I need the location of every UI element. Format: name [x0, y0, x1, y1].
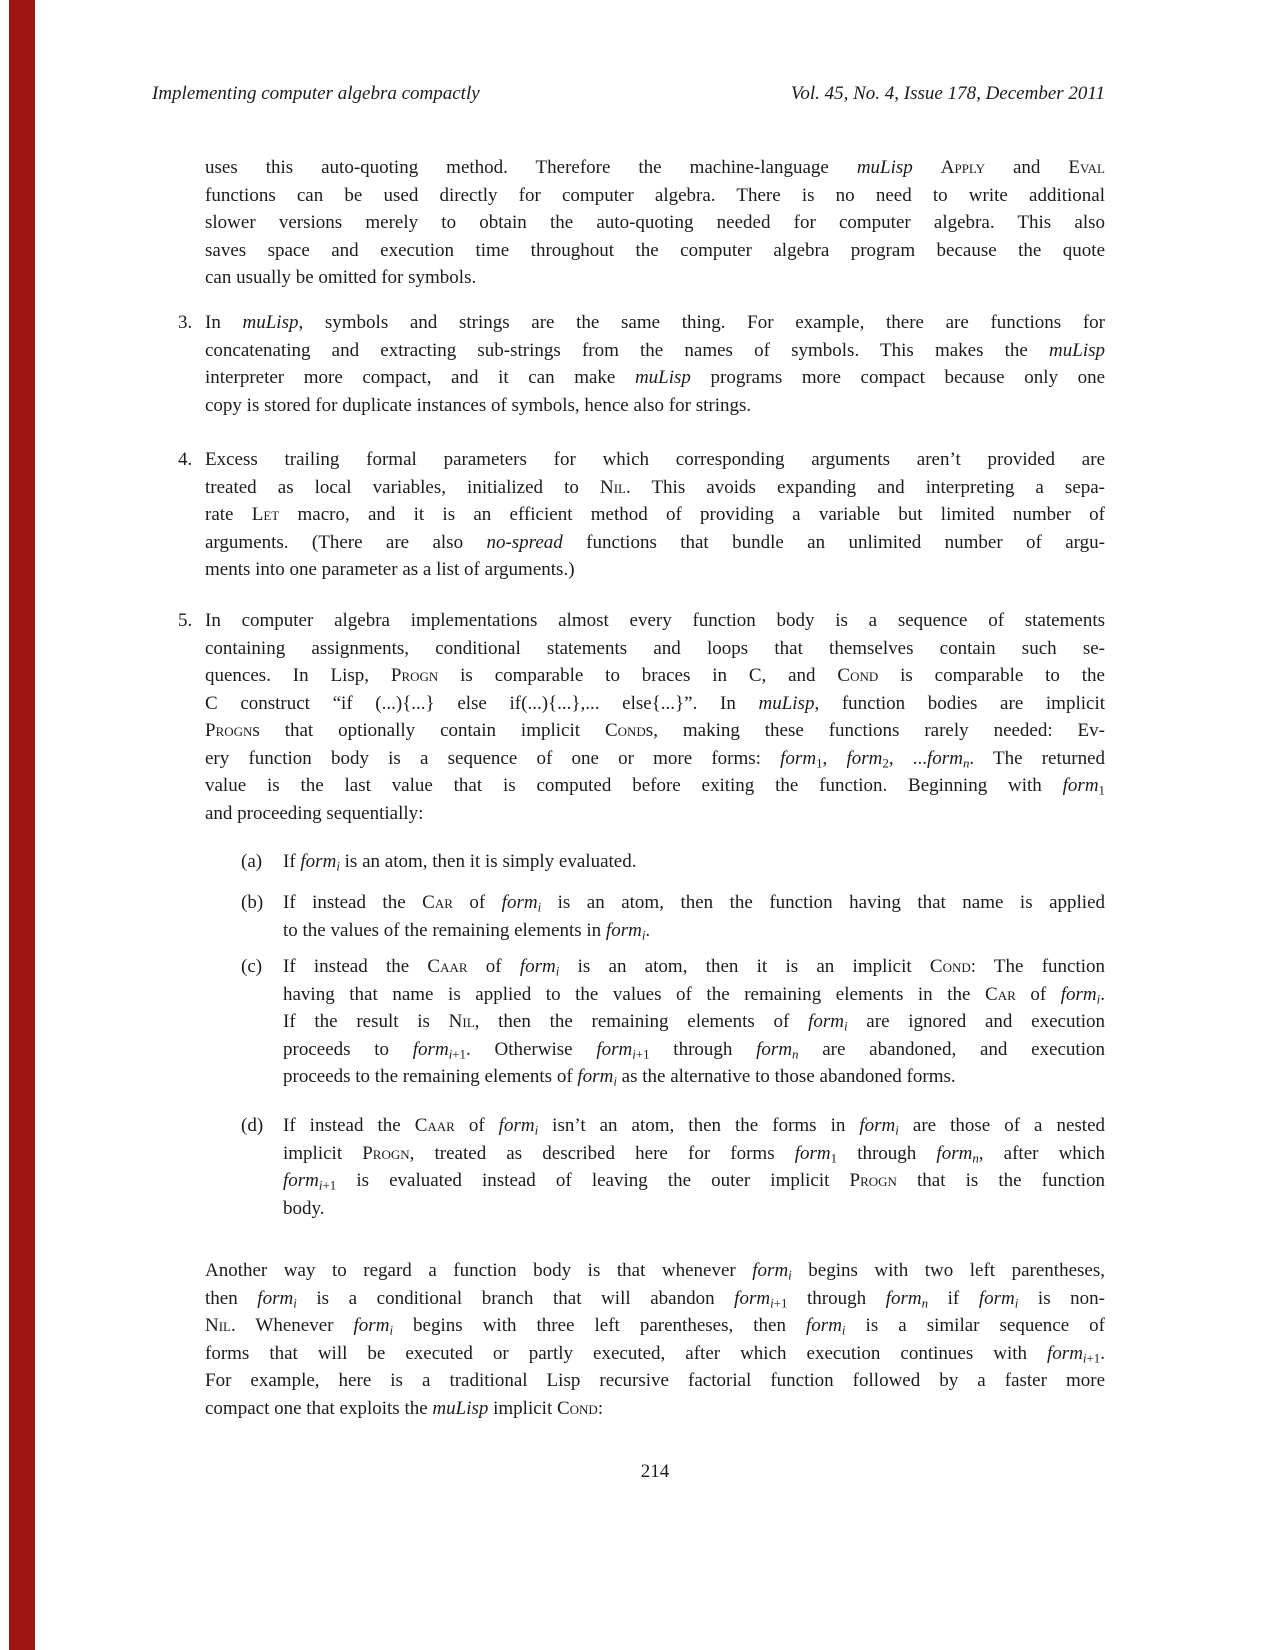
text-line: can usually be omitted for symbols. [205, 267, 477, 288]
text-line: Another way to regard a function body is that whenever form$_i$ begins with two left parentheses, [205, 1260, 1105, 1283]
text-line: In muLisp, symbols and strings are the same thing. For example, there are functions for [205, 312, 1106, 333]
text-line: Progns that optionally contain implicit Conds, making these functions rarely needed: Ev- [205, 720, 1105, 741]
text-line: body. [283, 1197, 325, 1219]
paragraph [205, 1257, 1105, 1422]
text-line: quences. In Lisp, Progn is comparable to braces in C, and Cond is comparable to the [205, 665, 1105, 686]
text-line: interpreter more compact, and it can make muLisp programs more compact because only one [205, 367, 1106, 388]
text-line: If form$_i$ is an atom, then it is simply evaluated. [283, 851, 637, 874]
text-line: If the result is Nil, then the remaining elements of form$_i$ are ignored and execution [283, 1011, 1105, 1034]
text-line: If instead the Caar of form$_i$ isn’t an atom, then the forms in form$_i$ are those of a nested [283, 1115, 1106, 1138]
text-line: ery function body is a sequence of one or more forms: form$_1$, form$_2$, ...form$_n$. The returned [205, 747, 1106, 771]
text-line: implicit Progn, treated as described here for forms form$_1$ through form$_n$, after which [283, 1142, 1106, 1166]
header-article-title: Implementing computer algebra compactly [152, 83, 480, 104]
text-line: copy is stored for duplicate instances of symbols, hence also for strings. [205, 394, 752, 416]
text-line: If instead the Car of form$_i$ is an atom, then the function having that name is applied [283, 892, 1106, 915]
text-line: C construct “if (...){...} else if(...){...},... else{...}”. In muLisp, function bodies are implicit [205, 692, 1105, 714]
text-line: value is the last value that is computed before exiting the function. Beginning with form$_1$ [205, 775, 1105, 798]
list-item [241, 889, 1106, 944]
page-number: 214 [640, 1461, 670, 1482]
binding-stripe [9, 0, 35, 1650]
text-line: Excess trailing formal parameters for which corresponding arguments aren’t provided are [205, 449, 1105, 470]
text-line: compact one that exploits the muLisp implicit Cond: [205, 1397, 604, 1419]
text-line: slower versions merely to obtain the auto-quoting needed for computer algebra. This also [205, 212, 1105, 233]
text-line: then form$_i$ is a conditional branch that will abandon form$_{i+1}$ through form$_n$ if form$_i$ is non- [205, 1287, 1105, 1311]
text-line: saves space and execution time throughout the computer algebra program because the quote [205, 239, 1105, 261]
text-line: treated as local variables, initialized to Nil. This avoids expanding and interpreting a sepa- [205, 476, 1106, 498]
list-item [178, 446, 1106, 584]
paragraph [205, 154, 1105, 292]
text-line: Nil. Whenever form$_i$ begins with three left parentheses, then form$_i$ is a similar sequence of [205, 1315, 1105, 1338]
item-label: (a) [241, 851, 263, 872]
item-label: 3. [178, 312, 193, 333]
list-item [241, 848, 1105, 876]
list-item [178, 607, 1106, 827]
item-label: (b) [241, 892, 264, 913]
text-line: concatenating and extracting sub-strings from the names of symbols. This makes the muLisp [205, 339, 1105, 361]
item-label: (d) [241, 1115, 264, 1136]
text-line: and proceeding sequentially: [205, 802, 424, 824]
text-line: form$_{i+1}$ is evaluated instead of leaving the outer implicit Progn that is the function [283, 1170, 1105, 1193]
text-line: rate Let macro, and it is an efficient method of providing a variable but limited number of [205, 504, 1105, 525]
list-item [241, 953, 1106, 1091]
text-line: If instead the Caar of form$_i$ is an atom, then it is an implicit Cond: The function [283, 956, 1106, 979]
text-line: to the values of the remaining elements in form$_i$. [283, 919, 651, 943]
text-line: proceeds to the remaining elements of form$_i$ as the alternative to those abandoned forms. [283, 1066, 956, 1089]
item-label: 5. [178, 610, 193, 631]
item-label: (c) [241, 956, 263, 977]
text-line: In computer algebra implementations almost every function body is a sequence of statements [205, 610, 1105, 631]
text-line: uses this auto-quoting method. Therefore the machine-language muLisp Apply and Eval [205, 157, 1105, 178]
item-label: 4. [178, 449, 193, 470]
list-item [241, 1112, 1106, 1222]
text-line: arguments. (There are also no-spread functions that bundle an unlimited number of argu- [205, 531, 1105, 553]
header-issue-info: Vol. 45, No. 4, Issue 178, December 2011 [790, 83, 1105, 104]
text-line: forms that will be executed or partly executed, after which execution continues with form$_{i+1}$. [205, 1342, 1105, 1366]
text-line: containing assignments, conditional statements and loops that themselves contain such se- [205, 637, 1105, 659]
running-header [152, 80, 1105, 107]
text-line: having that name is applied to the values of the remaining elements in the Car of form$_i$. [283, 983, 1105, 1007]
text-line: ments into one parameter as a list of arguments.) [205, 559, 575, 580]
text-line: For example, here is a traditional Lisp recursive factorial function followed by a faster more [205, 1370, 1105, 1391]
text-line: proceeds to form$_{i+1}$. Otherwise form$_{i+1}$ through form$_n$ are abandoned, and execution [283, 1038, 1105, 1062]
text-line: functions can be used directly for computer algebra. There is no need to write additional [205, 184, 1105, 206]
list-item [178, 309, 1106, 419]
